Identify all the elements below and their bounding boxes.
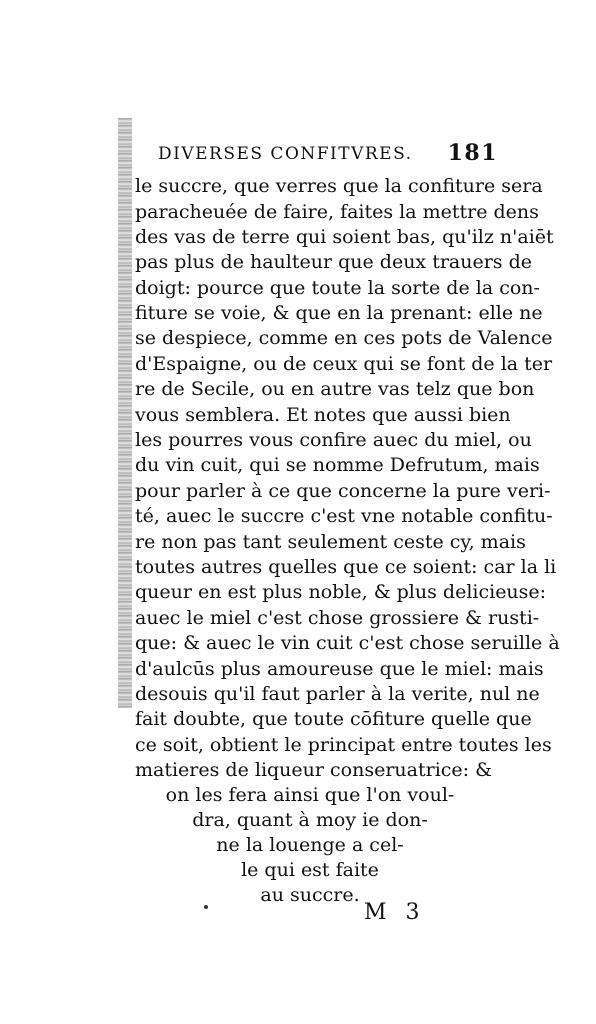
closing-line: au succre. (260, 884, 360, 906)
text-line: pas plus de haulteur que deux trauers de (135, 251, 532, 273)
closing-line: ne la louenge a cel- (216, 834, 404, 856)
running-title: DIVERSES CONFITVRES. (158, 144, 413, 164)
text-line: les pourres vous confire auec du miel, ou (135, 429, 532, 451)
closing-line: matieres de liqueur conseruatrice: & (135, 759, 493, 781)
text-line: fait doubte, que toute cōfiture quelle que (135, 708, 532, 730)
closing-line: on les fera ainsi que l'on voul- (165, 784, 455, 806)
text-line: auec le miel c'est chose grossiere & rusti- (135, 607, 540, 629)
page-gutter-shadow (118, 118, 132, 708)
text-line: se despiece, comme en ces pots de Valence (135, 327, 553, 349)
text-line: re de Secile, ou en autre vas telz que bon (135, 378, 535, 400)
text-line: doigt: pource que toute la sorte de la con- (135, 277, 540, 299)
text-line: pour parler à ce que concerne la pure veri- (135, 480, 551, 502)
text-line: du vin cuit, qui se nomme Defrutum, mais (135, 454, 540, 476)
signature-mark: M 3 (364, 900, 426, 925)
text-line: té, auec le succre c'est vne notable confitu- (135, 505, 553, 527)
text-line: queur en est plus noble, & plus delicieuse: (135, 581, 547, 603)
text-line: desouis qu'il faut parler à la verite, nul ne (135, 683, 540, 705)
text-line: d'aulcūs plus amoureuse que le miel: mais (135, 658, 544, 680)
closing-line: dra, quant à moy ie don- (192, 809, 428, 831)
stray-ink-mark (204, 905, 208, 909)
text-line: fiture se voie, & que en la prenant: elle ne (135, 302, 543, 324)
text-line: que: & auec le vin cuit c'est chose seruille à (135, 632, 560, 654)
closing-line: le qui est faite (241, 859, 379, 881)
text-line: le succre, que verres que la confiture sera (135, 175, 543, 197)
text-line: re non pas tant seulement ceste cy, mais (135, 531, 526, 553)
text-line: ce soit, obtient le principat entre toutes les (135, 734, 552, 756)
text-line: vous semblera. Et notes que aussi bien (135, 404, 511, 426)
text-line: paracheuée de faire, faites la mettre dens (135, 201, 539, 223)
page-header (158, 140, 498, 166)
text-line: d'Espaigne, ou de ceux qui se font de la ter (135, 353, 553, 375)
text-line: des vas de terre qui soient bas, qu'ilz n'aiēt (135, 226, 554, 248)
text-line: toutes autres quelles que ce soient: car la li (135, 556, 557, 578)
folio-number: 181 (447, 140, 498, 166)
